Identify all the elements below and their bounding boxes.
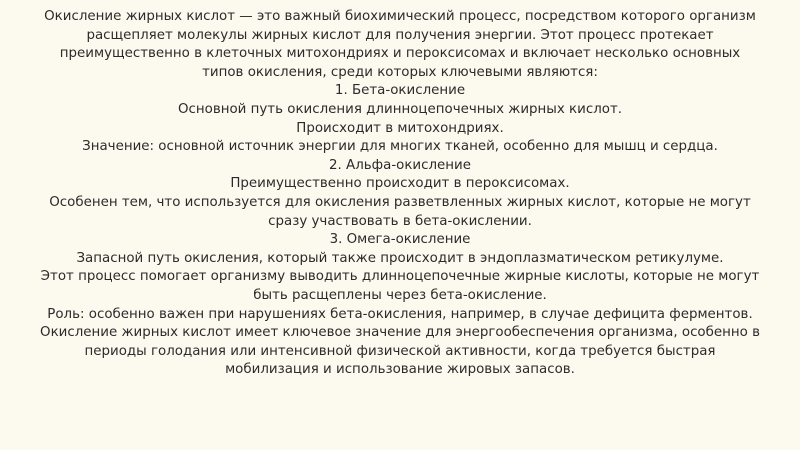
beta-oxidation-line: Происходит в митохондриях.	[296, 120, 504, 136]
omega-oxidation-line: Запасной путь окисления, который также происходит в эндоплазматическом ретикулуме.	[76, 250, 724, 266]
beta-oxidation-line: Основной путь окисления длинноцепочечных жирных кислот.	[177, 101, 623, 117]
beta-oxidation-heading: 1. Бета-окисление	[334, 83, 466, 99]
omega-oxidation-line: Этот процесс помогает организму выводить длинноцепочечные жирные кислоты, которые не могут быть расщеплены через бета-окисление.	[40, 269, 760, 303]
alpha-oxidation-heading: 2. Альфа-окисление	[329, 157, 471, 173]
beta-oxidation-line: Значение: основной источник энергии для многих тканей, особенно для мышц и сердца.	[82, 139, 718, 155]
omega-oxidation-line: Роль: особенно важен при нарушениях бета-окисления, например, в случае дефицита ферментов.	[47, 306, 753, 322]
alpha-oxidation-line: Особенен тем, что используется для окисления разветвленных жирных кислот, которые не могут сразу участвовать в бета-окислении.	[49, 194, 751, 229]
omega-oxidation-heading: 3. Омега-окисление	[329, 232, 471, 248]
intro-paragraph: Окисление жирных кислот — это важный биохимический процесс, посредством которого организм расщепляет молекулы жирных кислот для получения энергии. Этот процесс протекает преимущественно в клеточных митохондриях и пероксисомах и включает несколько основных типов окисления, среди которых ключевыми являются:	[44, 9, 756, 80]
document-body	[40, 8, 760, 380]
alpha-oxidation-line: Преимущественно происходит в пероксисомах.	[230, 176, 570, 192]
conclusion-paragraph: Окисление жирных кислот имеет ключевое значение для энергообеспечения организма, особенно в периоды голодания или интенсивной физической активности, когда требуется быстрая мобилизация и использование жировых запасов.	[40, 325, 760, 378]
